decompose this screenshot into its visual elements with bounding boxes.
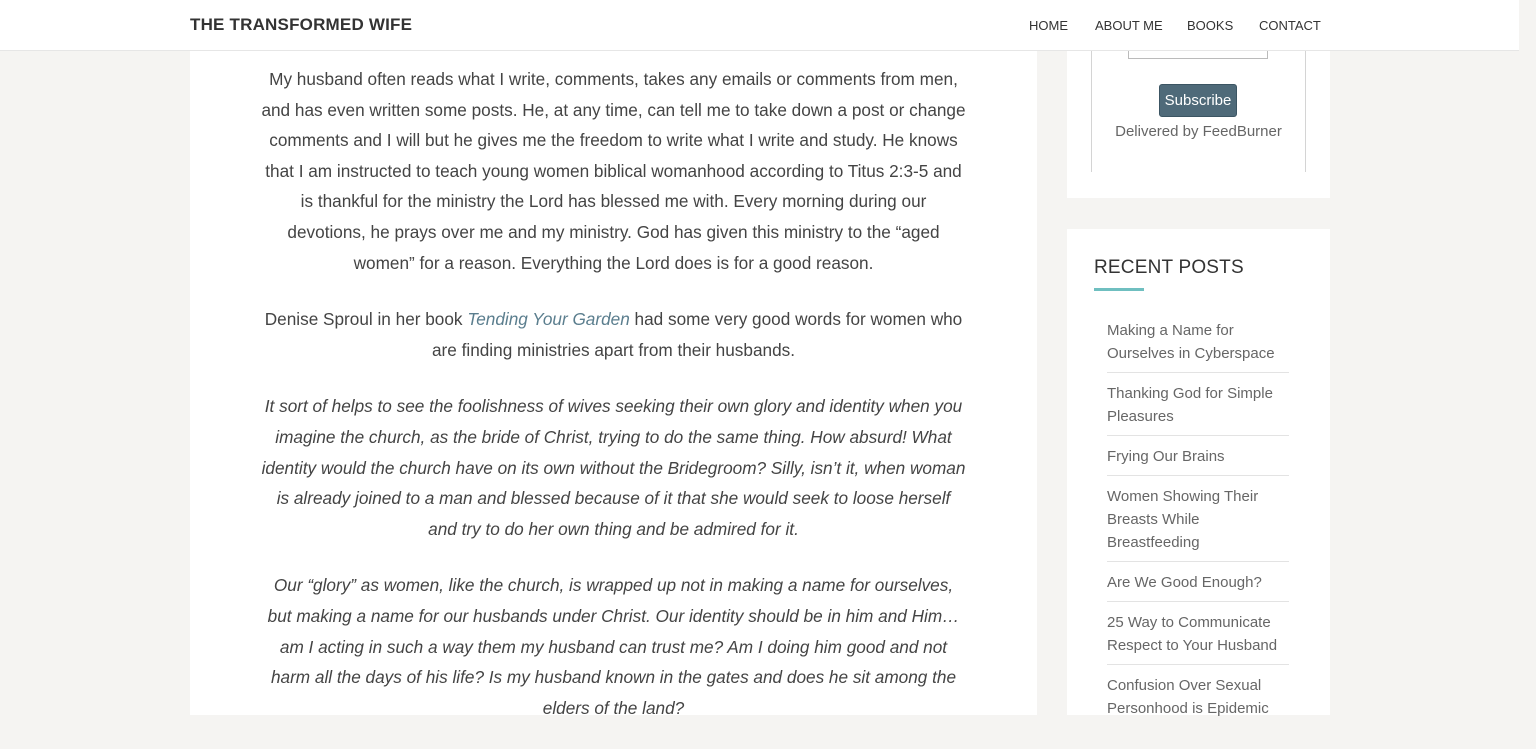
recent-post-link[interactable]: Making a Name for Ourselves in Cyberspace	[1107, 319, 1289, 373]
nav-about-me[interactable]: ABOUT ME	[1095, 18, 1163, 33]
title-underline	[1094, 288, 1144, 291]
recent-post-link[interactable]: 25 Way to Communicate Respect to Your Husband	[1107, 611, 1289, 665]
recent-post-link[interactable]: Women Showing Their Breasts While Breastfeeding	[1107, 485, 1289, 562]
nav-books[interactable]: BOOKS	[1187, 18, 1234, 33]
block-quote: It sort of helps to see the foolishness of wives seeking their own glory and identity when you imagine the church, as the bride of Christ, trying to do the same thing. How absurd! What identity would the church have on its own without the Bridegroom? Silly, isn’t it, when woman is already joined to a man and blessed because of it that she would seek to loose herself and try to do her own thing and be admired for it.	[261, 396, 966, 539]
recent-posts-widget	[1067, 229, 1330, 715]
site-title[interactable]: THE TRANSFORMED WIFE	[190, 15, 413, 34]
subscribe-button[interactable]: Subscribe	[1159, 84, 1237, 117]
recent-post-link[interactable]: Are We Good Enough?	[1107, 571, 1289, 602]
recent-posts-list	[1107, 319, 1289, 736]
article-paragraph: My husband often reads what I write, comments, takes any emails or comments from men, and has even written some posts. He, at any time, can tell me to take down a post or change comments and I will but he gives me the freedom to write what I write and study. He knows that I am instructed to teach young women biblical womanhood according to Titus 2:3-5 and is thankful for the ministry the Lord has blessed me with. Every morning during our devotions, he prays over me and my ministry. God has given this ministry to the “aged women” for a reason. Everything the Lord does is for a good reason.	[261, 69, 966, 273]
paragraph-text: had some very good words for women who are finding ministries apart from their husbands.	[431, 309, 963, 360]
book-link-tending-your-garden[interactable]: Tending Your Garden	[467, 309, 630, 330]
nav-home[interactable]: HOME	[1029, 18, 1068, 33]
main-content	[190, 50, 1037, 718]
block-quote: Our “glory” as women, like the church, is wrapped up not in making a name for ourselves, but making a name for our husbands under Christ. Our identity should be in him and Him…am I acting in such a way them my husband can trust me? Am I doing him good and not harm all the days of his life? Is my husband known in the gates and does he sit among the elders of the land?	[267, 575, 960, 718]
main-nav	[0, 18, 1519, 38]
recent-post-link[interactable]: Frying Our Brains	[1107, 445, 1289, 476]
scrollbar[interactable]	[1519, 0, 1536, 715]
nav-contact[interactable]: CONTACT	[1259, 18, 1321, 33]
subscribe-widget	[1067, 50, 1330, 198]
subscribe-form	[1091, 50, 1306, 172]
recent-post-link[interactable]: Thanking God for Simple Pleasures	[1107, 382, 1289, 436]
article-paragraph	[260, 304, 967, 365]
site-header	[0, 0, 1519, 51]
article-body	[260, 64, 967, 749]
recent-post-link[interactable]: Confusion Over Sexual Personhood is Epidemic	[1107, 677, 1269, 717]
delivered-by-feedburner: Delivered by FeedBurner	[1115, 123, 1282, 140]
paragraph-text: Denise Sproul in her book	[264, 309, 468, 330]
recent-posts-title: RECENT POSTS	[1094, 257, 1244, 278]
